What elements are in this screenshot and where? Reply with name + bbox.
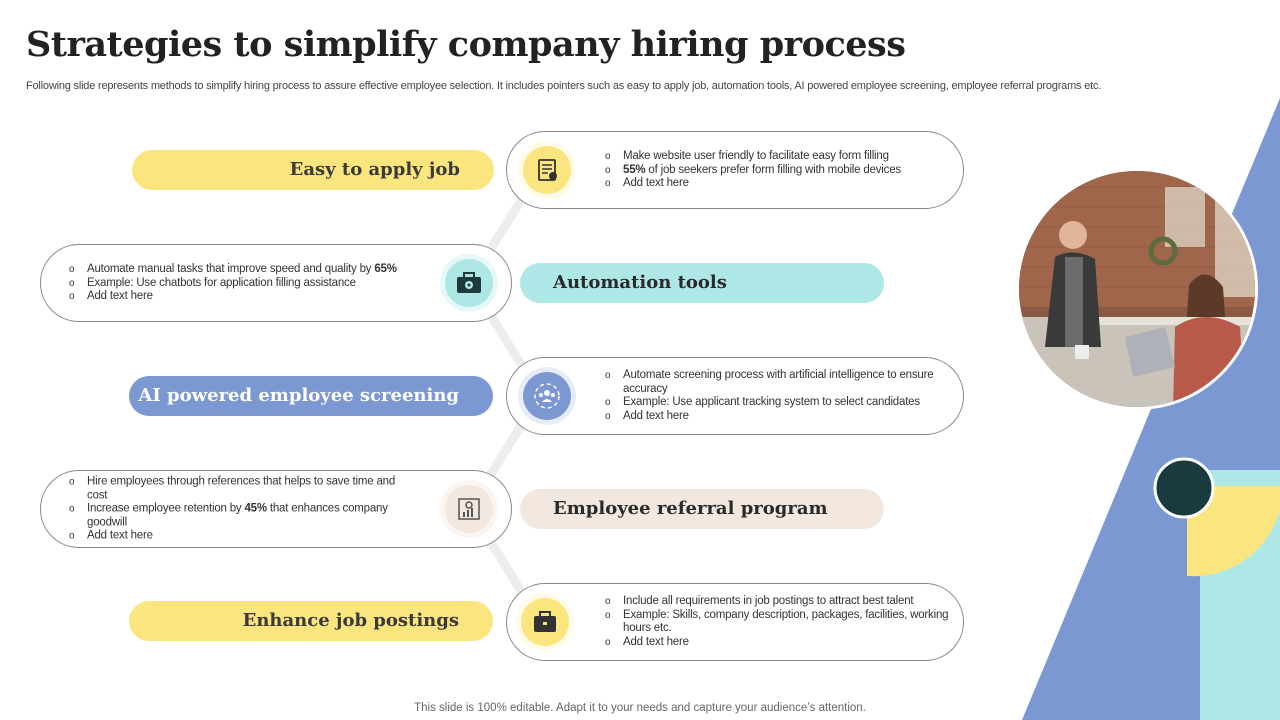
list-item: o Hire employees through references that helps to save time and cost (69, 475, 414, 502)
briefcase-icon (516, 593, 574, 651)
list-item: o Automate screening process with artificial intelligence to ensure accuracy (605, 369, 950, 396)
list-item: o Example: Use applicant tracking system to select candidates (605, 396, 950, 410)
list-item: o Include all requirements in job postings to attract best talent (605, 595, 950, 609)
list-item: o Automate manual tasks that improve speed and quality by 65% (69, 263, 399, 277)
list-item: o Example: Use chatbots for application filling assistance (69, 276, 399, 290)
strategy-label: AI powered employee screening (138, 385, 459, 406)
strategy-label: Easy to apply job (289, 159, 460, 180)
strategy-details-enhance-job-postings (506, 583, 964, 661)
toolbox-gear-icon (440, 254, 498, 312)
page-title: Strategies to simplify company hiring process (26, 24, 906, 65)
list-item: o Example: Skills, company description, packages, facilities, working hours etc. (605, 609, 950, 636)
job-application-icon (518, 141, 576, 199)
office-photo (1015, 167, 1259, 411)
strategy-pill-automation-tools (520, 263, 884, 303)
list-item: o Make website user friendly to facilitate easy form filling (605, 150, 950, 164)
referral-chart-icon (440, 480, 498, 538)
list-item: o Increase employee retention by 45% that enhances company goodwill (69, 502, 414, 529)
footer-note: This slide is 100% editable. Adapt it to your needs and capture your audience’s attention. (414, 702, 866, 714)
list-item: o Add text here (605, 636, 950, 650)
list-item: o 55% of job seekers prefer form filling with mobile devices (605, 163, 950, 177)
list-item: o Add text here (69, 529, 414, 543)
list-item: o Add text here (69, 290, 399, 304)
dark-circle-shape (1155, 459, 1213, 517)
strategy-label: Employee referral program (553, 498, 828, 519)
strategy-label: Automation tools (553, 272, 727, 293)
strategy-pill-referral-program (520, 489, 884, 529)
strategy-label: Enhance job postings (242, 610, 459, 631)
strategy-pill-ai-screening (129, 376, 493, 416)
team-screening-icon (518, 367, 576, 425)
strategy-pill-easy-to-apply-job (132, 150, 494, 190)
strategy-pill-enhance-job-postings (129, 601, 493, 641)
list-item: o Add text here (605, 410, 950, 424)
page-subtitle: Following slide represents methods to simplify hiring process to assure effective employee selection. It includes pointers such as easy to apply job, automation tools, AI powered employee screening, employee referral programs etc. (26, 80, 1102, 92)
list-item: o Add text here (605, 177, 950, 191)
